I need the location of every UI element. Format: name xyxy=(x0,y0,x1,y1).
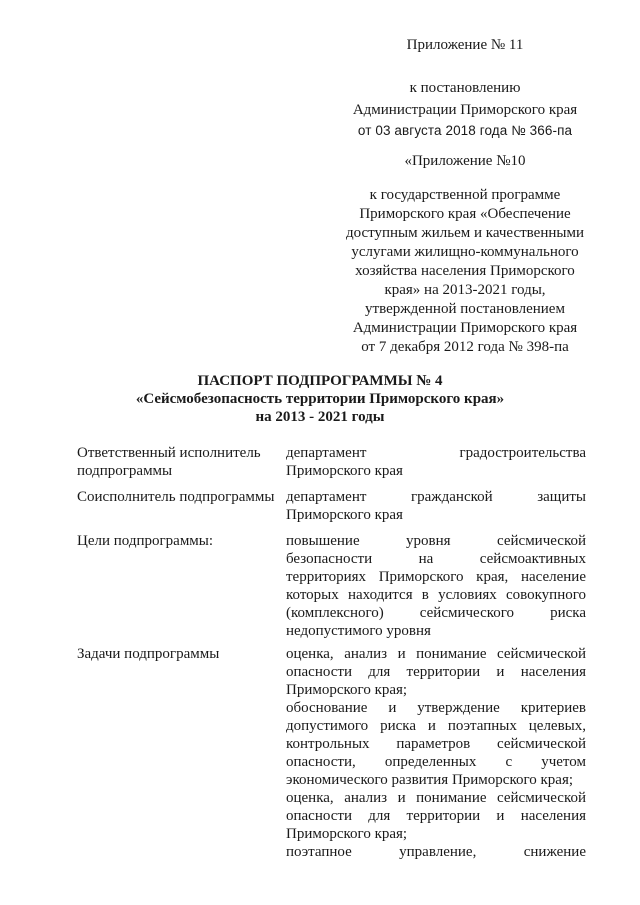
value-line: оценка, анализ и понимание сейсмической xyxy=(286,646,586,662)
row-value xyxy=(286,532,586,640)
appendix-number: Приложение № 11 xyxy=(406,37,524,53)
row-value xyxy=(286,488,586,524)
value-line: департамент градостроительства xyxy=(286,445,586,461)
value-line: недопустимого уровня xyxy=(286,623,431,639)
sub-appendix-line: Приморского края «Обеспечение xyxy=(359,206,571,222)
value-line: Приморского края xyxy=(286,507,403,523)
row-label xyxy=(77,488,277,506)
passport-subtitle: «Сейсмобезопасность территории Приморского края» xyxy=(135,391,505,407)
row-label xyxy=(77,532,277,550)
value-line: департамент гражданской защиты xyxy=(286,489,586,505)
value-line: Приморского края; xyxy=(286,826,408,842)
sub-appendix-line: Администрации Приморского края xyxy=(352,320,578,336)
label-line: Ответственный исполнитель xyxy=(77,445,261,461)
value-line: Приморского края; xyxy=(286,682,408,698)
value-line: опасности для территории и населения xyxy=(286,664,586,680)
value-line: Приморского края xyxy=(286,463,403,479)
value-line: территориях Приморского края, население xyxy=(286,569,586,585)
sub-appendix-heading: «Приложение №10 xyxy=(404,153,526,169)
value-line: безопасности на сейсмоактивных xyxy=(286,551,586,567)
label-line: подпрограммы xyxy=(77,463,173,479)
value-line: которых находится в условиях совокупного xyxy=(286,587,586,603)
value-line: обоснование и утверждение критериев xyxy=(286,700,586,716)
value-line: допустимого риска и поэтапных целевых, xyxy=(286,718,586,734)
value-line: повышение уровня сейсмической xyxy=(286,533,586,549)
value-line: экономического развития Приморского края; xyxy=(286,772,574,788)
label-line: Соисполнитель подпрограммы xyxy=(77,489,275,505)
sub-appendix-line: к государственной программе xyxy=(369,187,561,203)
value-line: контрольных параметров сейсмической xyxy=(286,736,586,752)
label-line: Задачи подпрограммы xyxy=(77,646,220,662)
sub-appendix-line: от 7 декабря 2012 года № 398-па xyxy=(361,339,569,355)
passport-period: на 2013 - 2021 годы xyxy=(255,409,385,425)
value-line: опасности, определенных с учетом xyxy=(286,754,586,770)
sub-appendix-line: края» на 2013-2021 годы, xyxy=(384,282,546,298)
sub-appendix-line: услугами жилищно-коммунального xyxy=(351,244,579,260)
appendix-reference: к постановлению xyxy=(409,80,521,96)
appendix-date-stamp: от 03 августа 2018 года № 366-па xyxy=(357,123,573,138)
row-value xyxy=(286,645,586,861)
value-line: оценка, анализ и понимание сейсмической xyxy=(286,790,586,806)
value-line: опасности для территории и населения xyxy=(286,808,586,824)
row-label xyxy=(77,645,277,663)
row-value xyxy=(286,444,586,480)
value-line: (комплексного) сейсмического риска xyxy=(286,605,586,621)
sub-appendix-line: доступным жильем и качественными xyxy=(345,225,584,241)
passport-title: ПАСПОРТ ПОДПРОГРАММЫ № 4 xyxy=(197,373,443,389)
row-label xyxy=(77,444,277,480)
label-line: Цели подпрограммы: xyxy=(77,533,214,549)
sub-appendix-line: утвержденной постановлением xyxy=(365,301,565,317)
value-line: поэтапное управление, снижение xyxy=(286,844,586,860)
passport-title-block xyxy=(0,372,640,426)
sub-appendix-line: хозяйства населения Приморского xyxy=(355,263,575,279)
appendix-authority: Администрации Приморского края xyxy=(352,102,578,118)
